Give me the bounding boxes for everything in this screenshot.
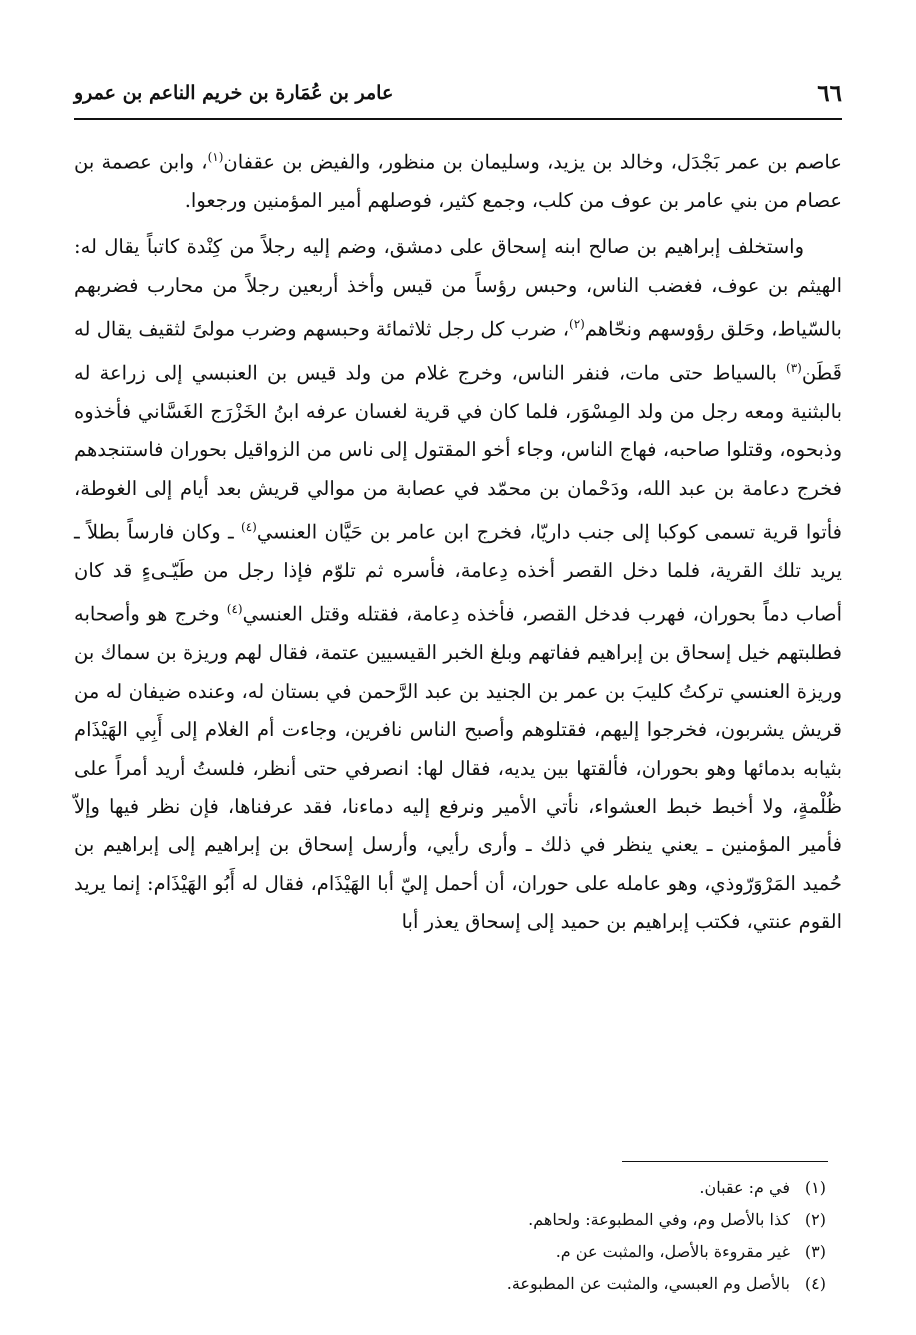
footnote-number: (٣) bbox=[804, 1242, 826, 1261]
paragraph-2-text-e: وخرج هو وأصحابه فطلبتهم خيل إسحاق بن إبراهيم ففاتهم وبلغ الخبر القيسيين عتمة، فقال لهم وريزة بن سماك بن وريزة العنسي تركتُ كليبَ بن عمر بن الجنيد بن عبد الرَّحمن في بستان له، وعنده ضيفان له من قريش يشربون، فخرجوا إليهم، فقتلوهم وأصبح الناس نافرين، وجاءت أم الغلام إلى أَبِي الهَيْذَام بثيابه بدمائها وهو بحوران، فألقتها بين يديه، فقال لها: انصرفي حتى أنظر، فلستُ أريد أمراً على ظُلْمةٍ، ولا أخبط خبط العشواء، نأتي الأمير ونرفع إليه دماءنا، فقد عرفناها، فإن نظر فيها وإلاّ فأمير المؤمنين ـ يعني ينظر في ذلك ـ وأرى رأيي، وأرسل إسحاق بن إبراهيم إلى إبراهيم بن حُميد المَرْوَرّوذي، وهو عامله على حوران، أن أحمل إليّ أبا الهَيْذَام، فقال له أَبُو الهَيْذَام: إنما يريد القوم عنتي، فكتب إبراهيم بن حميد إلى إسحاق يعذر أبا bbox=[74, 602, 842, 934]
paragraph-2-text-b: ، ضرب كل رجل ثلاثمائة وحبسهم وضرب مولىً لثقيف يقال له قَطَن bbox=[74, 317, 842, 385]
footnotes-list bbox=[126, 1172, 826, 1300]
paragraph-2-text-a: واستخلف إبراهيم بن صالح ابنه إسحاق على دمشق، وضم إليه رجلاً من كِنْدة كاتباً يقال له: الهيثم بن عوف، فغضب الناس، وحبس رؤساً من قيس وأخذ أربعين رجلاً من محارب فضربهم بالسّياط، وحَلق رؤوسهم ونحّاهم bbox=[74, 235, 842, 341]
paragraph-1-text-a: عاصم بن عمر بَجْدَل، وخالد بن يزيد، وسليمان بن منظور، والفيض بن عقفان bbox=[223, 150, 842, 174]
footnote-text: كذا بالأصل وم، وفي المطبوعة: ولحاهم. bbox=[528, 1210, 790, 1229]
footnote-ref-4b: (٤) bbox=[226, 602, 243, 617]
footnote-ref-2: (٢) bbox=[569, 317, 585, 332]
footnote-text: غير مقروءة بالأصل، والمثبت عن م. bbox=[555, 1242, 790, 1261]
footnote-number: (١) bbox=[804, 1178, 826, 1197]
footnote-rule bbox=[622, 1161, 828, 1162]
paragraph-2-text-c: بالسياط حتى مات، فنفر الناس، وخرج غلام من ولد قيس بن العنبسي إلى زراعة له بالبثنية ومعه رجل من ولد المِسْوَر، فلما كان في قرية لغسان عرفه ابنُ الخَزْرَج الغَسَّاني فأخذوه وذبحوه، وقتلوا صاحبه، فهاج الناس، وجاء أخو المقتول إلى ناس من الزواقيل بحوران فاستنجدهم فخرج دعامة بن عبد الله، ودَحْمان بن محمّد في عصابة من موالي قريش بعد أيام إلى الغوطة، فأتوا قرية تسمى كوكبا إلى جنب داريّا، فخرج ابن عامر بن حَيَّان العنسي bbox=[74, 361, 843, 544]
footnote-ref-4a: (٤) bbox=[241, 520, 257, 535]
footnote-text: في م: عقبان. bbox=[699, 1178, 790, 1197]
paragraph-1-text-b: ، وابن عصمة بن عصام من بني عامر بن عوف من كلب، وجمع كثير، فوصلهم أمير المؤمنين ورجعوا. bbox=[74, 150, 842, 212]
footnote-item bbox=[126, 1172, 826, 1204]
running-title: عامر بن عُمَارة بن خريم الناعم بن عمرو bbox=[74, 82, 394, 104]
footnote-number: (٢) bbox=[804, 1210, 826, 1229]
footnote-ref-1: (١) bbox=[207, 150, 224, 164]
footnote-item bbox=[126, 1204, 826, 1236]
footnote-text: بالأصل وم العبسي، والمثبت عن المطبوعة. bbox=[506, 1274, 790, 1293]
footnote-ref-3: (٣) bbox=[786, 361, 802, 376]
header-rule bbox=[74, 118, 842, 120]
page-number: ٦٦ bbox=[817, 80, 842, 107]
paragraph-2-text-d: ـ وكان فارساً بطلاً ـ يريد تلك القرية، فلما دخل القصر أخذه دِعامة، فأسره ثم تلوّم فإذا رجل من طَيّـىءٍ قد كان أصاب دماً بحوران، فهرب فدخل القصر، فأخذه دِعامة، فقتله وقتل العنسي bbox=[74, 520, 842, 626]
footnote-number: (٤) bbox=[804, 1274, 826, 1293]
paragraph-1 bbox=[74, 138, 842, 220]
paragraph-2 bbox=[74, 228, 842, 941]
footnote-item bbox=[126, 1268, 826, 1300]
body-text bbox=[74, 138, 842, 942]
page-header bbox=[74, 80, 842, 114]
footnote-item bbox=[126, 1236, 826, 1268]
